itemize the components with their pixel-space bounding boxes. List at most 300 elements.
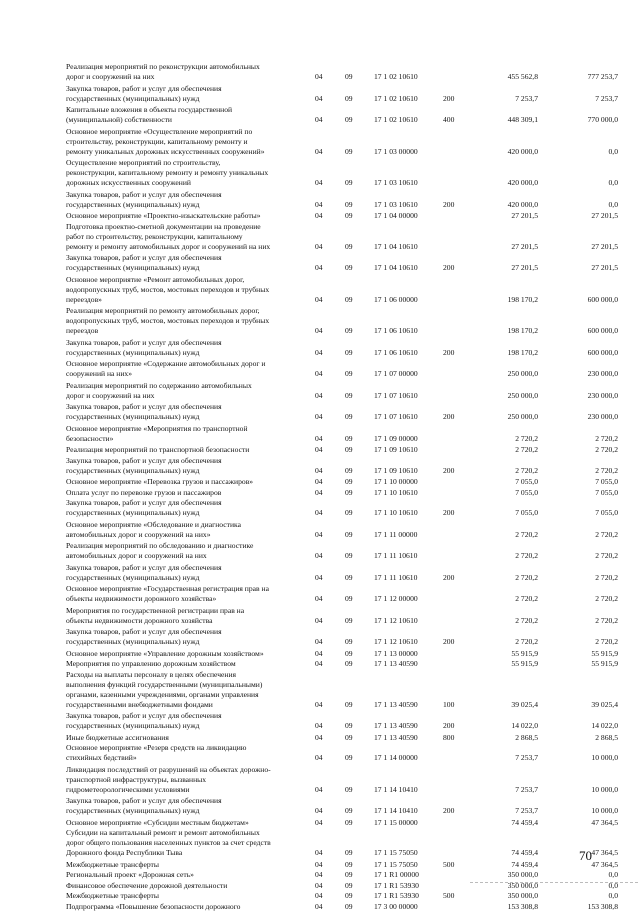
row-target-article: 17 1 13 40590 (374, 659, 418, 668)
row-name-line: Закупка товаров, работ и услуг для обеспечения (66, 498, 222, 507)
row-name-line: государственных (муниципальных) нужд (66, 806, 200, 815)
row-sum-year-2: 2 720,2 (595, 433, 618, 443)
row-sum-year-2: 2 868,5 (595, 732, 618, 742)
row-podrazdel: 09 (345, 529, 353, 539)
row-name-line: дорог и сооружений на них (66, 390, 155, 400)
row-name-line: (муниципальной) собственности (66, 115, 172, 124)
row-name (66, 338, 304, 358)
row-name (66, 828, 304, 858)
row-sum-year-1: 2 868,5 (515, 732, 538, 742)
row-name-line: Оплата услуг по перевозке грузов и пассажиров (66, 487, 222, 497)
row-razdel: 04 (315, 848, 323, 857)
row-sum-year-2: 7 055,0 (595, 508, 618, 517)
row-sum-year-2: 10 000,0 (591, 806, 618, 815)
row-name-line: Основное мероприятие «Государственная регистрация прав на (66, 584, 269, 593)
row-name-line: Закупка товаров, работ и услуг для обеспечения (66, 402, 222, 411)
row-expense-type: 200 (443, 806, 455, 815)
row-name-line: дорожных искусственных сооружений (66, 178, 191, 187)
row-name-line: объекты недвижимости дорожного хозяйства» (66, 594, 217, 603)
row-name-line: реконструкции, капитальному ремонту и ремонту уникальных (66, 168, 269, 177)
row-name-line: Основное мероприятие «Обследование и диагностика (66, 519, 241, 529)
row-expense-type: 200 (443, 721, 455, 730)
page-number: 70 (579, 848, 592, 863)
row-name-line: стихийных бедствий» (66, 753, 137, 762)
row-sum-year-2: 7 055,0 (595, 477, 618, 486)
row-name (66, 733, 304, 743)
row-podrazdel: 09 (345, 551, 353, 560)
row-expense-type: 800 (443, 732, 455, 742)
row-sum-year-2: 2 720,2 (595, 615, 618, 625)
row-podrazdel: 09 (345, 508, 353, 517)
row-sum-year-1: 2 720,2 (515, 465, 538, 475)
row-name-line: Мероприятия по управлению дорожным хозяйством (66, 659, 236, 668)
row-sum-year-2: 0,0 (608, 199, 618, 209)
row-razdel: 04 (315, 115, 323, 124)
row-podrazdel: 09 (345, 263, 353, 272)
row-name (66, 711, 304, 731)
row-name (66, 306, 304, 336)
row-podrazdel: 09 (345, 115, 353, 124)
row-name-line: дорог и сооружений на них (66, 72, 155, 81)
row-name-line: Закупка товаров, работ и услуг для обеспечения (66, 711, 222, 720)
row-podrazdel: 09 (345, 732, 353, 742)
row-sum-year-2: 2 720,2 (595, 445, 618, 454)
row-sum-year-1: 27 201,5 (511, 211, 538, 220)
row-razdel: 04 (315, 648, 323, 658)
row-target-article: 17 1 R1 53930 (374, 880, 419, 890)
row-podrazdel: 09 (345, 806, 353, 815)
row-razdel: 04 (315, 508, 323, 517)
row-name-line: водопропускных труб, мостов, мостовых переходов и трубных (66, 284, 270, 294)
row-target-article: 17 1 10 10610 (374, 487, 418, 497)
row-podrazdel: 09 (345, 891, 353, 900)
row-target-article: 17 1 02 10610 (374, 93, 418, 103)
row-name (66, 796, 304, 816)
row-sum-year-1: 7 253,7 (515, 93, 538, 103)
row-name-line: Основное мероприятие «Субсидии местным бюджетам» (66, 817, 249, 827)
row-razdel: 04 (315, 241, 323, 251)
row-sum-year-2: 27 201,5 (591, 211, 618, 220)
row-razdel: 04 (315, 433, 323, 443)
row-sum-year-1: 7 253,7 (515, 753, 538, 762)
row-name (66, 158, 304, 188)
row-expense-type: 200 (443, 465, 455, 475)
row-podrazdel: 09 (345, 848, 353, 857)
row-name (66, 127, 304, 157)
row-sum-year-2: 230 000,0 (587, 390, 618, 400)
row-name (66, 381, 304, 401)
row-name-line: Субсидии на капитальный ремонт и ремонт автомобильных (66, 828, 260, 837)
row-razdel: 04 (315, 572, 323, 582)
row-sum-year-1: 7 055,0 (515, 508, 538, 517)
row-podrazdel: 09 (345, 572, 353, 582)
row-name-line: государственных (муниципальных) нужд (66, 93, 200, 103)
row-sum-year-2: 153 308,8 (587, 901, 618, 911)
row-target-article: 17 1 15 75050 (374, 859, 418, 869)
row-target-article: 17 1 12 10610 (374, 637, 418, 646)
row-sum-year-2: 47 364,5 (591, 848, 618, 857)
row-razdel: 04 (315, 784, 323, 794)
row-razdel: 04 (315, 211, 323, 220)
row-podrazdel: 09 (345, 699, 353, 709)
row-target-article: 17 1 07 10610 (374, 412, 418, 421)
row-name-line: Реализация мероприятий по обследованию и диагностике (66, 541, 254, 550)
row-expense-type: 200 (443, 199, 455, 209)
row-razdel: 04 (315, 487, 323, 497)
row-razdel: 04 (315, 732, 323, 742)
row-expense-type: 200 (443, 637, 455, 646)
row-podrazdel: 09 (345, 294, 353, 304)
row-name (66, 498, 304, 518)
row-name (66, 402, 304, 422)
row-name (66, 743, 304, 763)
row-target-article: 17 1 06 00000 (374, 294, 418, 304)
row-sum-year-1: 250 000,0 (507, 412, 538, 421)
row-sum-year-2: 770 000,0 (587, 115, 618, 124)
row-podrazdel: 09 (345, 901, 353, 911)
row-name-line: Межбюджетные трансферты (66, 859, 159, 869)
row-podrazdel: 09 (345, 594, 353, 603)
row-sum-year-1: 250 000,0 (507, 390, 538, 400)
row-razdel: 04 (315, 93, 323, 103)
row-podrazdel: 09 (345, 72, 353, 81)
row-expense-type: 500 (443, 891, 455, 900)
row-name (66, 870, 304, 880)
row-target-article: 17 1 06 10610 (374, 326, 418, 335)
row-name-line: Закупка товаров, работ и услуг для обеспечения (66, 562, 222, 572)
row-name-line: Мероприятия по государственной регистрации прав на (66, 605, 245, 615)
row-name-line: Основное мероприятие «Управление дорожным хозяйством» (66, 648, 264, 658)
row-name-line: Основное мероприятие «Резерв средств на ликвидацию (66, 743, 247, 752)
row-target-article: 17 1 09 00000 (374, 433, 418, 443)
row-sum-year-1: 153 308,8 (507, 901, 538, 911)
row-razdel: 04 (315, 529, 323, 539)
row-razdel: 04 (315, 870, 323, 879)
row-sum-year-2: 47 364,5 (591, 817, 618, 827)
row-sum-year-2: 10 000,0 (591, 784, 618, 794)
row-name-line: Закупка товаров, работ и услуг для обеспечения (66, 337, 222, 347)
row-name-line: выполнения функций государственными (муниципальными) (66, 679, 263, 689)
row-name (66, 818, 304, 828)
row-name-line: гидрометеорологическими условиями (66, 784, 190, 794)
row-expense-type: 100 (443, 699, 455, 709)
row-name-line: Реализация мероприятий по содержанию автомобильных (66, 380, 252, 390)
row-razdel: 04 (315, 891, 323, 900)
row-sum-year-1: 7 055,0 (515, 477, 538, 486)
row-sum-year-2: 0,0 (608, 880, 618, 890)
row-name (66, 445, 304, 455)
row-name (66, 541, 304, 561)
row-expense-type: 200 (443, 572, 455, 582)
row-sum-year-1: 7 055,0 (515, 487, 538, 497)
row-name-line: государственных (муниципальных) нужд (66, 572, 200, 582)
row-name-line: ремонту уникальных дорожных искусственных сооружений» (66, 146, 265, 156)
row-sum-year-1: 350 000,0 (507, 870, 538, 879)
row-podrazdel: 09 (345, 412, 353, 421)
row-target-article: 17 1 15 75050 (374, 848, 418, 857)
row-expense-type: 200 (443, 93, 455, 103)
row-razdel: 04 (315, 445, 323, 454)
row-podrazdel: 09 (345, 659, 353, 668)
row-podrazdel: 09 (345, 211, 353, 220)
row-sum-year-2: 39 025,4 (591, 699, 618, 709)
row-target-article: 17 1 03 00000 (374, 146, 418, 156)
row-sum-year-1: 74 459,4 (511, 817, 538, 827)
row-name-line: объекты недвижимости дорожного хозяйства (66, 615, 213, 625)
row-razdel: 04 (315, 72, 323, 81)
row-name (66, 211, 304, 221)
row-name-line: государственных (муниципальных) нужд (66, 637, 200, 646)
row-name-line: Реализация мероприятий по ремонту автомобильных дорог, (66, 306, 260, 315)
row-razdel: 04 (315, 326, 323, 335)
row-podrazdel: 09 (345, 390, 353, 400)
row-sum-year-1: 2 720,2 (515, 572, 538, 582)
row-podrazdel: 09 (345, 880, 353, 890)
row-sum-year-1: 55 915,9 (511, 648, 538, 658)
row-target-article: 17 1 07 00000 (374, 369, 418, 378)
row-name-line: Основное мероприятие «Мероприятия по транспортной (66, 423, 248, 433)
row-name (66, 105, 304, 125)
row-razdel: 04 (315, 753, 323, 762)
row-name (66, 563, 304, 583)
row-sum-year-2: 600 000,0 (587, 347, 618, 357)
row-name (66, 520, 304, 540)
row-target-article: 17 1 07 10610 (374, 390, 418, 400)
row-podrazdel: 09 (345, 859, 353, 869)
row-sum-year-1: 39 025,4 (511, 699, 538, 709)
row-name-line: Реализация мероприятий по реконструкции автомобильных (66, 62, 260, 71)
row-name-line: Подпрограмма «Повышение безопасности дорожного (66, 901, 241, 911)
row-name-line: Основное мероприятие «Перевозка грузов и пассажиров» (66, 477, 254, 486)
row-sum-year-1: 7 253,7 (515, 806, 538, 815)
row-name (66, 902, 304, 912)
row-name (66, 765, 304, 795)
row-name-line: Капитальные вложения в объекты государственной (66, 105, 233, 114)
row-sum-year-2: 47 364,5 (591, 859, 618, 869)
row-razdel: 04 (315, 199, 323, 209)
row-razdel: 04 (315, 721, 323, 730)
row-name-line: государственных (муниципальных) нужд (66, 263, 200, 272)
row-sum-year-2: 2 720,2 (595, 529, 618, 539)
row-name (66, 881, 304, 891)
row-name-line: Расходы на выплаты персоналу в целях обеспечения (66, 669, 237, 679)
row-razdel: 04 (315, 699, 323, 709)
row-podrazdel: 09 (345, 146, 353, 156)
row-sum-year-1: 2 720,2 (515, 615, 538, 625)
row-name (66, 860, 304, 870)
row-sum-year-1: 350 000,0 (507, 880, 538, 890)
row-name-line: переездов» (66, 294, 102, 304)
row-name-line: Закупка товаров, работ и услуг для обеспечения (66, 253, 222, 262)
row-podrazdel: 09 (345, 637, 353, 646)
row-name (66, 253, 304, 273)
row-razdel: 04 (315, 659, 323, 668)
row-sum-year-2: 27 201,5 (591, 241, 618, 251)
row-sum-year-1: 198 170,2 (507, 347, 538, 357)
row-name (66, 649, 304, 659)
row-target-article: 17 1 14 10410 (374, 806, 418, 815)
row-sum-year-2: 0,0 (608, 891, 618, 900)
row-sum-year-1: 2 720,2 (515, 529, 538, 539)
row-name-line: Основное мероприятие «Содержание автомобильных дорог и (66, 359, 266, 368)
row-target-article: 17 1 10 10610 (374, 508, 418, 517)
row-razdel: 04 (315, 146, 323, 156)
row-podrazdel: 09 (345, 347, 353, 357)
row-sum-year-1: 55 915,9 (511, 659, 538, 668)
row-name (66, 659, 304, 669)
row-razdel: 04 (315, 412, 323, 421)
row-razdel: 04 (315, 880, 323, 890)
row-razdel: 04 (315, 390, 323, 400)
row-name (66, 190, 304, 210)
row-podrazdel: 09 (345, 477, 353, 486)
row-sum-year-2: 2 720,2 (595, 594, 618, 603)
row-sum-year-2: 55 915,9 (591, 648, 618, 658)
row-name (66, 456, 304, 476)
row-name-line: дорог общего пользования населенных пунктов за счет средств (66, 838, 271, 847)
row-sum-year-2: 0,0 (608, 146, 618, 156)
row-target-article: 17 1 14 00000 (374, 753, 418, 762)
row-name-line: органами, казенными учреждениями, органами управления (66, 689, 259, 699)
row-podrazdel: 09 (345, 199, 353, 209)
row-sum-year-1: 74 459,4 (511, 859, 538, 869)
row-razdel: 04 (315, 615, 323, 625)
row-sum-year-1: 198 170,2 (507, 294, 538, 304)
row-name-line: Закупка товаров, работ и услуг для обеспечения (66, 627, 222, 636)
row-sum-year-2: 600 000,0 (587, 326, 618, 335)
row-name (66, 477, 304, 487)
row-podrazdel: 09 (345, 445, 353, 454)
row-razdel: 04 (315, 859, 323, 869)
row-sum-year-2: 2 720,2 (595, 551, 618, 560)
row-podrazdel: 09 (345, 241, 353, 251)
row-target-article: 17 1 13 40590 (374, 699, 418, 709)
row-target-article: 17 3 00 00000 (374, 901, 418, 911)
row-podrazdel: 09 (345, 784, 353, 794)
row-podrazdel: 09 (345, 369, 353, 378)
row-name-line: государственных (муниципальных) нужд (66, 199, 200, 209)
row-sum-year-2: 2 720,2 (595, 572, 618, 582)
row-expense-type: 200 (443, 412, 455, 421)
row-sum-year-2: 27 201,5 (591, 263, 618, 272)
row-name-line: Закупка товаров, работ и услуг для обеспечения (66, 83, 222, 93)
row-sum-year-1: 2 720,2 (515, 637, 538, 646)
row-name (66, 62, 304, 82)
row-expense-type: 200 (443, 263, 455, 272)
row-sum-year-1: 198 170,2 (507, 326, 538, 335)
row-name (66, 584, 304, 604)
row-name-line: безопасности» (66, 433, 114, 443)
row-name-line: Подготовка проектно-сметной документации на проведение (66, 221, 261, 231)
row-sum-year-2: 7 253,7 (595, 93, 618, 103)
row-name-line: автомобильных дорог и сооружений на них (66, 551, 207, 560)
row-target-article: 17 1 R1 00000 (374, 870, 419, 879)
row-sum-year-1: 448 309,1 (507, 115, 538, 124)
row-sum-year-2: 14 022,0 (591, 721, 618, 730)
row-razdel: 04 (315, 477, 323, 486)
row-razdel: 04 (315, 178, 323, 187)
row-expense-type: 500 (443, 859, 455, 869)
row-name-line: переездов (66, 326, 99, 335)
row-podrazdel: 09 (345, 178, 353, 187)
row-razdel: 04 (315, 465, 323, 475)
row-name-line: Осуществление мероприятий по строительству, (66, 158, 221, 167)
row-expense-type: 400 (443, 115, 455, 124)
row-sum-year-2: 55 915,9 (591, 659, 618, 668)
row-podrazdel: 09 (345, 326, 353, 335)
row-name-line: государственных (муниципальных) нужд (66, 412, 200, 421)
row-sum-year-1: 74 459,4 (511, 848, 538, 857)
row-name (66, 275, 304, 305)
row-sum-year-2: 230 000,0 (587, 369, 618, 378)
row-target-article: 17 1 09 10610 (374, 465, 418, 475)
row-sum-year-1: 420 000,0 (507, 199, 538, 209)
row-podrazdel: 09 (345, 721, 353, 730)
row-sum-year-2: 230 000,0 (587, 412, 618, 421)
row-sum-year-2: 0,0 (608, 178, 618, 187)
row-sum-year-1: 250 000,0 (507, 369, 538, 378)
row-name-line: государственных (муниципальных) нужд (66, 465, 200, 475)
row-name (66, 222, 304, 252)
row-name-line: Региональный проект «Дорожная сеть» (66, 870, 194, 879)
row-sum-year-1: 14 022,0 (511, 721, 538, 730)
row-name-line: государственных (муниципальных) нужд (66, 508, 200, 517)
row-razdel: 04 (315, 347, 323, 357)
row-target-article: 17 1 11 10610 (374, 572, 418, 582)
row-name-line: ремонту и ремонту автомобильных дорог и сооружений на них (66, 241, 271, 251)
row-target-article: 17 1 13 40590 (374, 721, 418, 730)
row-expense-type: 200 (443, 347, 455, 357)
row-sum-year-2: 2 720,2 (595, 465, 618, 475)
row-target-article: 17 1 04 00000 (374, 211, 418, 220)
row-podrazdel: 09 (345, 817, 353, 827)
row-target-article: 17 1 04 10610 (374, 241, 418, 251)
row-target-article: 17 1 03 10610 (374, 178, 418, 187)
row-sum-year-1: 420 000,0 (507, 146, 538, 156)
row-name-line: Закупка товаров, работ и услуг для обеспечения (66, 455, 222, 465)
row-name-line: государственными внебюджетными фондами (66, 699, 213, 709)
row-target-article: 17 1 03 10610 (374, 199, 418, 209)
row-name-line: транспортной инфраструктуры, вызванных (66, 774, 207, 784)
row-sum-year-1: 2 720,2 (515, 433, 538, 443)
row-name-line: Ликвидация последствий от разрушений на объектах дорожно- (66, 764, 271, 774)
row-name-line: работ по строительству, реконструкции, капитальному (66, 231, 243, 241)
row-target-article: 17 1 04 10610 (374, 263, 418, 272)
row-sum-year-2: 600 000,0 (587, 294, 618, 304)
row-razdel: 04 (315, 263, 323, 272)
row-name-line: сооружений на них» (66, 369, 133, 378)
row-name-line: строительству, реконструкции, капитальному ремонту и (66, 136, 248, 146)
row-target-article: 17 1 14 10410 (374, 784, 418, 794)
row-name (66, 627, 304, 647)
row-razdel: 04 (315, 637, 323, 646)
row-name-line: Финансовое обеспечение дорожной деятельности (66, 880, 228, 890)
row-podrazdel: 09 (345, 465, 353, 475)
row-podrazdel: 09 (345, 648, 353, 658)
row-name-line: Межбюджетные трансферты (66, 891, 159, 900)
row-name-line: Основное мероприятие «Проектно-изыскательские работы» (66, 211, 261, 220)
row-name-line: Основное мероприятие «Ремонт автомобильных дорог, (66, 274, 245, 284)
row-sum-year-2: 777 253,7 (587, 72, 618, 81)
row-name-line: Закупка товаров, работ и услуг для обеспечения (66, 189, 222, 199)
row-podrazdel: 09 (345, 753, 353, 762)
row-sum-year-1: 420 000,0 (507, 178, 538, 187)
row-sum-year-1: 2 720,2 (515, 445, 538, 454)
row-target-article: 17 1 02 10610 (374, 72, 418, 81)
row-sum-year-1: 27 201,5 (511, 241, 538, 251)
row-name (66, 84, 304, 104)
row-expense-type: 200 (443, 508, 455, 517)
